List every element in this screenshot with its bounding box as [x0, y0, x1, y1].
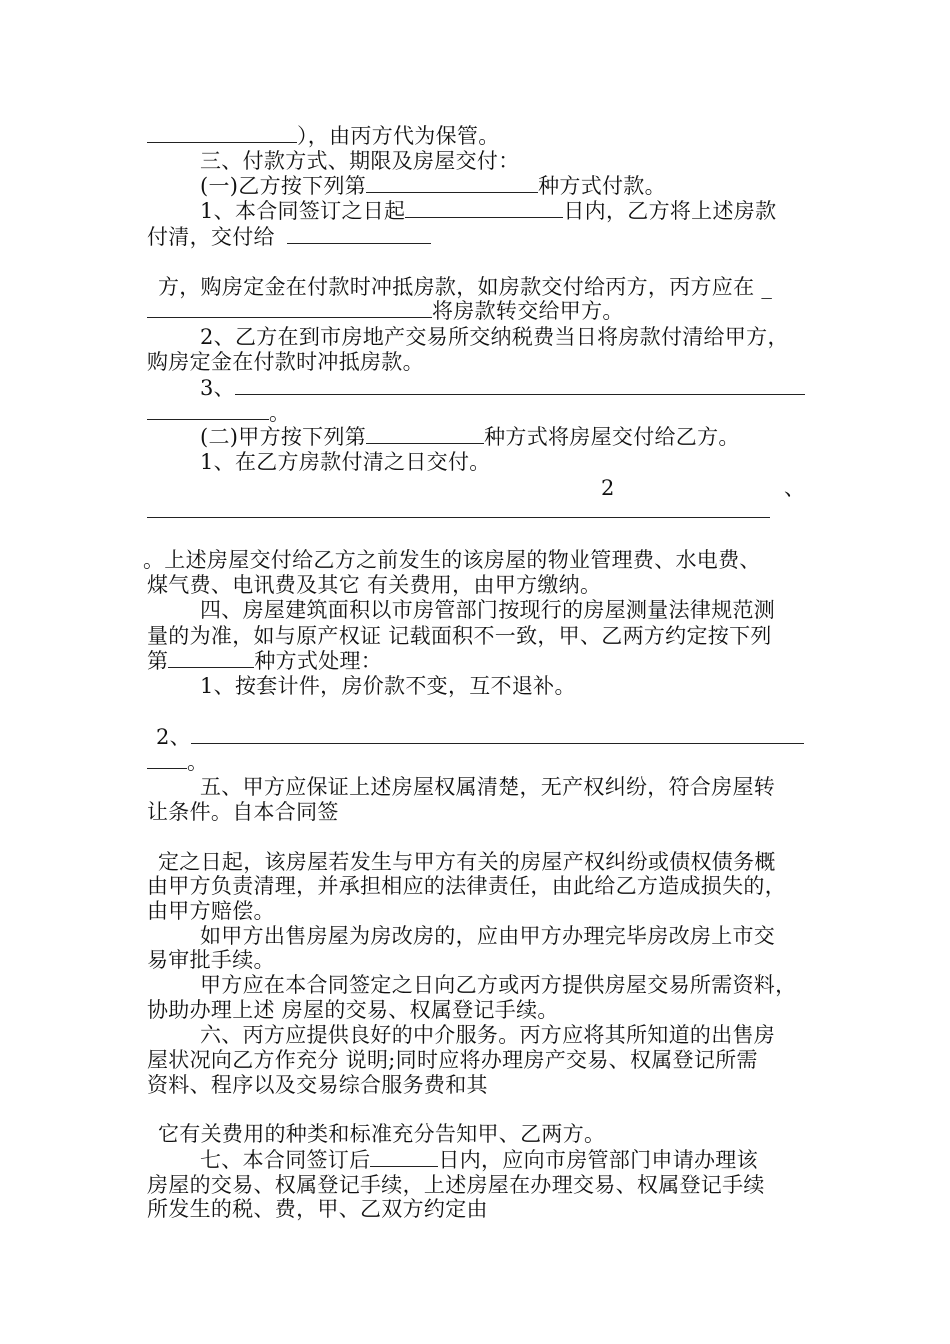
line-35: 它有关费用的种类和标准充分告知甲、乙两方。 [158, 1122, 606, 1146]
line-38: 所发生的税、费，甲、乙双方约定由 [147, 1197, 488, 1221]
line-19: 第 种方式处理： [147, 649, 383, 673]
item-number-2: 2 [601, 476, 615, 500]
line-24: 让条件。自本合同签 [147, 800, 339, 824]
line-20: 1、按套计件，房价款不变，互不退补。 [200, 674, 576, 698]
blank-field [287, 225, 431, 244]
line-33: 屋状况向乙方作充分 说明;同时应将办理房产交易、权属登记所需 [147, 1048, 758, 1072]
line-11: 。 [147, 401, 290, 425]
line-1: ），由丙方代为保管。 [147, 124, 500, 148]
item-separator: 、 [784, 476, 806, 500]
blank-field [147, 124, 297, 143]
line-10: 3、 [200, 376, 805, 400]
line-8: 2、乙方在到市房地产交易所交纳税费当日将房款付清给甲方， [200, 325, 789, 349]
blank-field [147, 401, 269, 420]
line-15: 。上述房屋交付给乙方之前发生的该房屋的物业管理费、水电费、 [143, 548, 761, 572]
blank-field [168, 649, 254, 668]
line-22: 。 [147, 750, 208, 774]
line-18: 量的为准，如与原产权证 记载面积不一致，甲、乙两方约定按下列 [147, 624, 772, 648]
line-5: 付清，交付给 [147, 225, 431, 249]
line-30: 甲方应在本合同签定之日向乙方或丙方提供房屋交易所需资料， [200, 973, 797, 997]
line-21: 2、 [156, 725, 804, 749]
blank-field [191, 725, 804, 744]
line-26: 由甲方负责清理，并承担相应的法律责任，由此给乙方造成损失的， [147, 874, 786, 898]
blank-field [235, 376, 805, 395]
line-16: 煤气费、电讯费及其它 有关费用，由甲方缴纳。 [147, 573, 602, 597]
line-7: 将房款转交给甲方。 [147, 299, 624, 323]
blank-field [405, 199, 563, 218]
blank-field [147, 750, 187, 769]
blank-line [147, 517, 770, 518]
blank-field [370, 1148, 438, 1167]
line-34: 资料、程序以及交易综合服务费和其 [147, 1073, 488, 1097]
line-31: 协助办理上述 房屋的交易、权属登记手续。 [147, 998, 559, 1022]
blank-field [366, 174, 538, 193]
line-27: 由甲方赔偿。 [147, 899, 275, 923]
line-9: 购房定金在付款时冲抵房款。 [147, 350, 424, 374]
section-7-title: 七、本合同签订后 日内，应向市房管部门申请办理该 [200, 1148, 758, 1172]
section-5-title: 五、甲方应保证上述房屋权属清楚，无产权纠纷，符合房屋转 [200, 775, 776, 799]
line-3: (一)乙方按下列第 种方式付款。 [200, 174, 666, 198]
blank-field [366, 425, 484, 444]
line-25: 定之日起，该房屋若发生与甲方有关的房屋产权纠纷或债权债务概 [158, 850, 776, 874]
section-3-title: 三、付款方式、期限及房屋交付： [200, 149, 520, 173]
line-37: 房屋的交易、权属登记手续，上述房屋在办理交易、权属登记手续 [147, 1173, 765, 1197]
section-4-title: 四、房屋建筑面积以市房管部门按现行的房屋测量法律规范测 [200, 598, 776, 622]
line-4: 1、本合同签订之日起 日内，乙方将上述房款 [200, 199, 777, 223]
line-29: 易审批手续。 [147, 948, 275, 972]
line-12: (二)甲方按下列第 种方式将房屋交付给乙方。 [200, 425, 740, 449]
line-6: 方，购房定金在付款时冲抵房款，如房款交付给丙方，丙方应在 _ [158, 275, 773, 299]
line-28: 如甲方出售房屋为房改房的，应由甲方办理完毕房改房上市交 [200, 924, 776, 948]
line-13: 1、在乙方房款付清之日交付。 [200, 450, 491, 474]
blank-field [147, 299, 432, 318]
section-6-title: 六、丙方应提供良好的中介服务。丙方应将其所知道的出售房 [200, 1023, 776, 1047]
